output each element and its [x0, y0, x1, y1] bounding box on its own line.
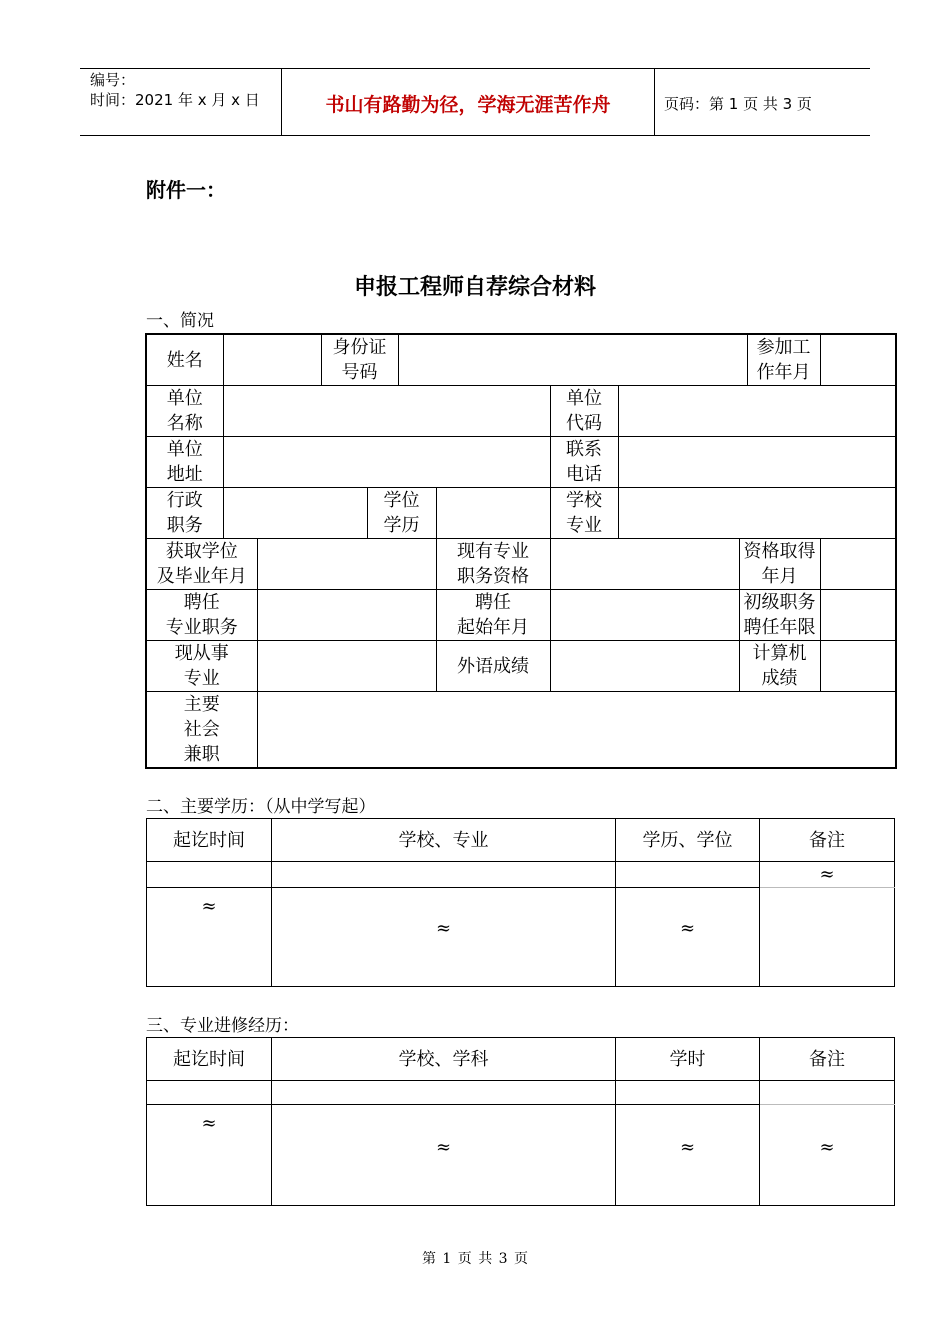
foreign-language-label: 外语成绩	[436, 641, 550, 692]
degree-label: 学位 学历	[367, 488, 436, 539]
computer-score-field[interactable]	[820, 641, 896, 692]
table-cell[interactable]	[147, 1105, 272, 1206]
school-major-field[interactable]	[618, 488, 896, 539]
degree-date-label: 获取学位 及毕业年月	[146, 539, 257, 590]
table-cell[interactable]	[616, 1081, 760, 1105]
school-major-label: 学校 专业	[550, 488, 618, 539]
education-table	[146, 818, 895, 987]
table-cell[interactable]	[272, 888, 616, 987]
table-cell[interactable]	[760, 1081, 895, 1105]
phone-label: 联系 电话	[550, 437, 618, 488]
table-cell[interactable]	[147, 888, 272, 987]
document-title: 申报工程师自荐综合材料	[353, 275, 596, 300]
table-cell[interactable]	[272, 1105, 616, 1206]
id-number-label: 身份证 号码	[321, 334, 398, 386]
degree-date-field[interactable]	[257, 539, 436, 590]
appointed-post-field[interactable]	[257, 590, 436, 641]
phone-field[interactable]	[618, 437, 896, 488]
document-number-label: 编号：	[90, 71, 136, 89]
approx-symbol: ≈	[201, 896, 217, 917]
social-positions-field[interactable]	[257, 692, 896, 769]
approx-symbol: ≈	[435, 918, 452, 939]
col-header-school-subject: 学校、学科	[272, 1038, 616, 1081]
approx-symbol: ≈	[435, 1137, 452, 1158]
table-cell[interactable]	[760, 888, 895, 987]
appointed-post-label: 聘任 专业职务	[146, 590, 257, 641]
admin-post-label: 行政 职务	[146, 488, 223, 539]
table-cell[interactable]	[760, 862, 895, 888]
approx-symbol: ≈	[679, 1137, 696, 1158]
section1-heading: 一、简况	[146, 311, 214, 331]
unit-code-label: 单位 代码	[550, 386, 618, 437]
approx-symbol: ≈	[819, 864, 835, 885]
computer-score-label: 计算机 成绩	[739, 641, 820, 692]
approx-symbol: ≈	[679, 918, 696, 939]
appointment-start-label: 聘任 起始年月	[436, 590, 550, 641]
profile-table	[145, 333, 897, 769]
unit-name-label: 单位 名称	[146, 386, 223, 437]
social-positions-label: 主要 社会 兼职	[146, 692, 257, 769]
id-number-field[interactable]	[398, 334, 747, 386]
current-field-input[interactable]	[257, 641, 436, 692]
header-top-rule	[80, 68, 870, 69]
foreign-language-field[interactable]	[550, 641, 739, 692]
section3-heading: 三、专业进修经历：	[146, 1016, 299, 1036]
table-cell[interactable]	[272, 862, 616, 888]
unit-name-field[interactable]	[223, 386, 550, 437]
current-qualification-label: 现有专业 职务资格	[436, 539, 550, 590]
qualification-date-label: 资格取得 年月	[739, 539, 820, 590]
work-start-field[interactable]	[820, 334, 896, 386]
junior-term-label: 初级职务 聘任年限	[739, 590, 820, 641]
col-header-notes: 备注	[760, 819, 895, 862]
approx-symbol: ≈	[201, 1113, 217, 1134]
table-cell[interactable]	[147, 1081, 272, 1105]
table-cell[interactable]	[760, 1105, 895, 1206]
qualification-date-field[interactable]	[820, 539, 896, 590]
table-cell[interactable]	[272, 1081, 616, 1105]
unit-code-field[interactable]	[618, 386, 896, 437]
col-header-hours: 学时	[616, 1038, 760, 1081]
page-footer: 第 1 页 共 3 页	[421, 1251, 529, 1267]
col-header-notes: 备注	[760, 1038, 895, 1081]
junior-term-field[interactable]	[820, 590, 896, 641]
col-header-degree: 学历、学位	[616, 819, 760, 862]
work-start-label: 参加工 作年月	[747, 334, 820, 386]
admin-post-field[interactable]	[223, 488, 367, 539]
header-motto: 书山有路勤为径，学海无涯苦作舟	[325, 94, 611, 116]
table-cell[interactable]	[616, 862, 760, 888]
appointment-start-field[interactable]	[550, 590, 739, 641]
name-label: 姓名	[146, 334, 223, 386]
header-divider-right	[654, 68, 655, 136]
col-header-period: 起讫时间	[147, 1038, 272, 1081]
approx-symbol: ≈	[819, 1137, 835, 1158]
unit-address-label: 单位 地址	[146, 437, 223, 488]
document-date: 时间：2021 年 x 月 x 日	[90, 91, 260, 109]
table-cell[interactable]	[616, 1105, 760, 1206]
table-cell[interactable]	[147, 862, 272, 888]
header-bottom-rule	[80, 135, 870, 136]
training-table	[146, 1037, 895, 1206]
name-field[interactable]	[223, 334, 321, 386]
table-cell[interactable]	[616, 888, 760, 987]
degree-field[interactable]	[436, 488, 550, 539]
header-page-number: 页码：第 1 页 共 3 页	[664, 95, 812, 113]
current-field-label: 现从事 专业	[146, 641, 257, 692]
col-header-period: 起讫时间	[147, 819, 272, 862]
attachment-label: 附件一：	[146, 178, 226, 202]
unit-address-field[interactable]	[223, 437, 550, 488]
col-header-school-major: 学校、专业	[272, 819, 616, 862]
section2-heading: 二、主要学历：（从中学写起）	[146, 797, 376, 817]
current-qualification-field[interactable]	[550, 539, 739, 590]
